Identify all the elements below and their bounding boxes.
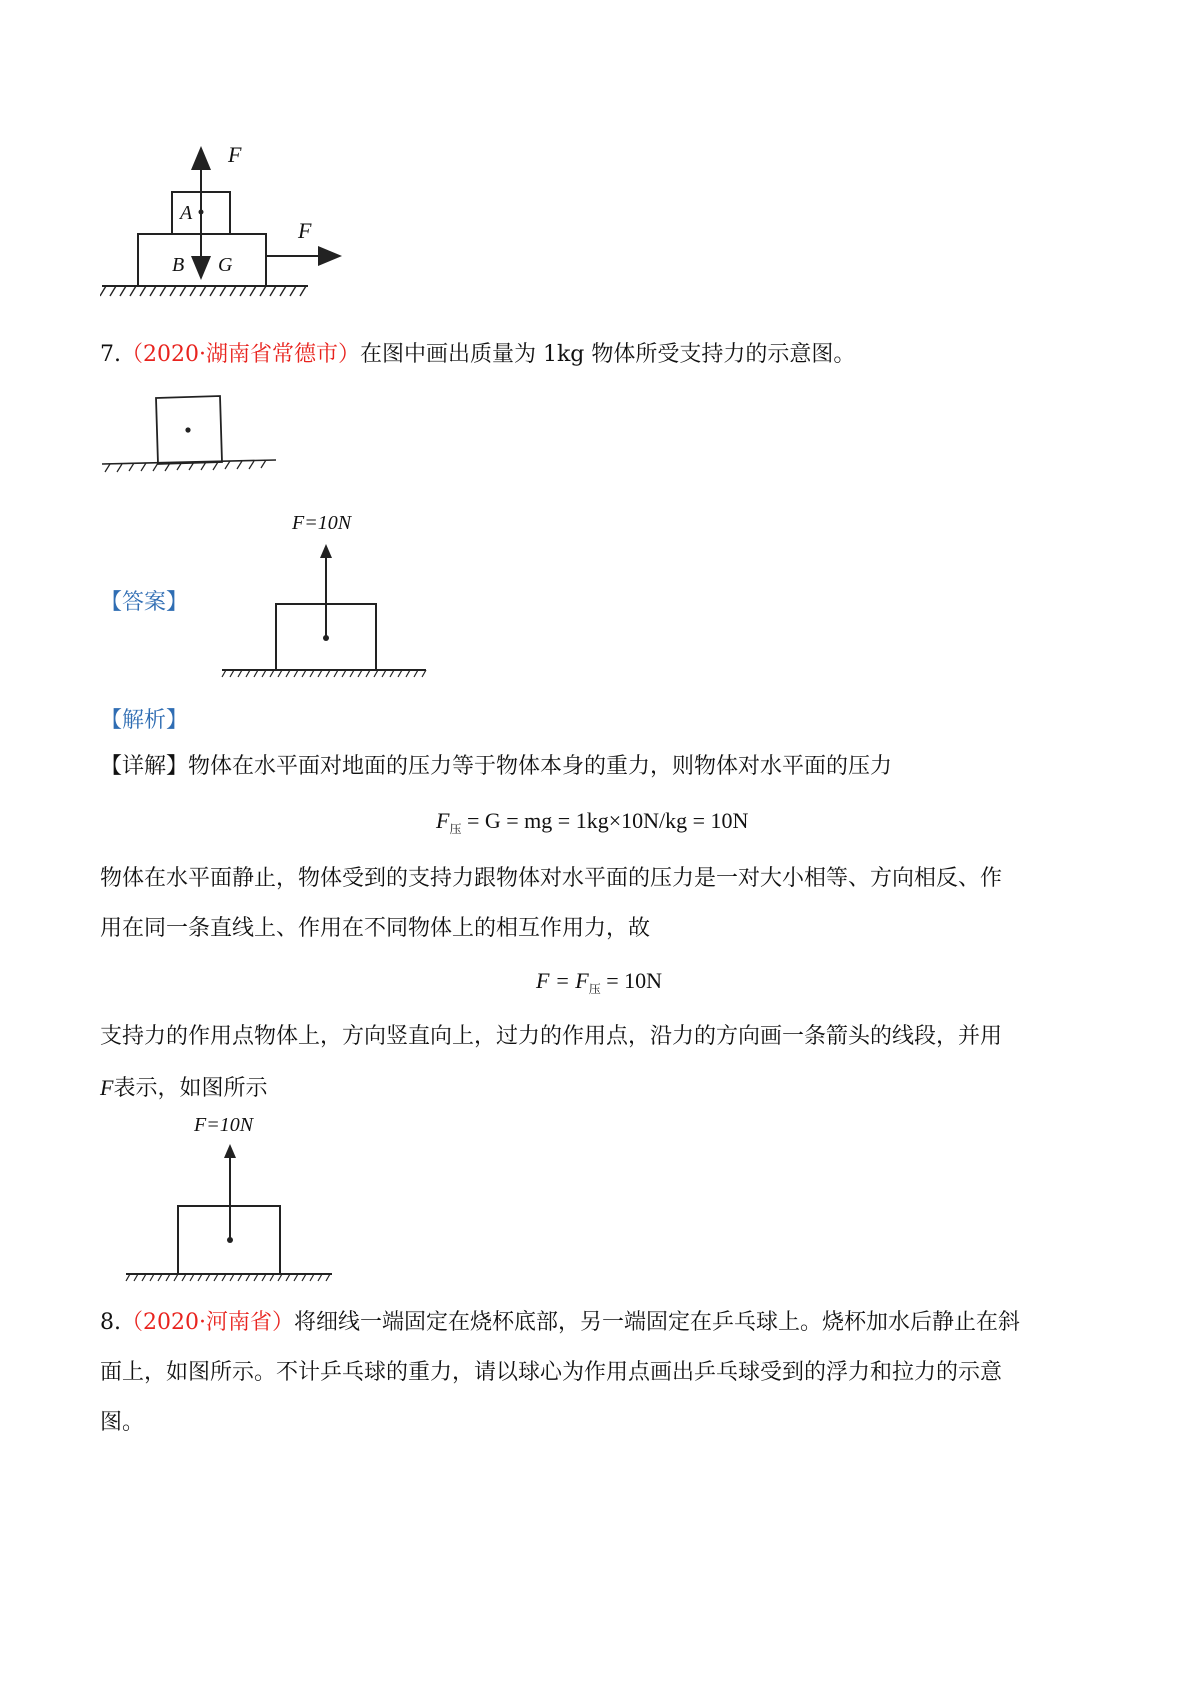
block-label-a: A — [180, 202, 193, 224]
question-source: （2020·湖南省常德市） — [121, 342, 360, 367]
question-8-line1 — [100, 1308, 1020, 1338]
equation-2 — [536, 968, 662, 997]
detail-label: 【详解】 — [100, 754, 189, 779]
question-text: 在图中画出质量为 1kg 物体所受支持力的示意图。 — [359, 342, 856, 367]
para3-text: 表示，如图所示 — [113, 1076, 268, 1101]
question-8-line2: 面上，如图所示。不计乒乓球的重力，请以球心为作用点画出乒乓球受到的浮力和拉力的示意 — [100, 1360, 1003, 1385]
force-label-f-up: F — [228, 142, 242, 167]
para2-line1: 物体在水平面静止，物体受到的支持力跟物体对水平面的压力是一对大小相等、方向相反、作 — [100, 866, 1003, 891]
question-source: （2020·河南省） — [121, 1310, 294, 1335]
figure-analysis — [120, 1110, 340, 1285]
analysis-label: 【解析】 — [100, 708, 189, 733]
question-number: 7. — [100, 342, 121, 367]
question-7 — [100, 340, 855, 370]
eq1-rest: = G = mg = 1kg×10N/kg = 10N — [461, 808, 749, 833]
analysis-force-label: F=10N — [194, 1114, 254, 1136]
figure-stacked-blocks — [100, 140, 360, 305]
block-label-b: B — [172, 254, 185, 276]
question-8-line3: 图。 — [100, 1410, 145, 1435]
force-label-g: G — [218, 254, 233, 276]
detail-line — [100, 752, 892, 782]
equation-1 — [436, 808, 748, 837]
para3-line2 — [100, 1073, 267, 1104]
figure-q7-block — [100, 392, 300, 477]
question-text-line1: 将细线一端固定在烧杯底部，另一端固定在乒乓球上。烧杯加水后静止在斜 — [293, 1310, 1020, 1335]
eq2-rest: = 10N — [600, 968, 663, 993]
eq2-lhs: F = F — [536, 968, 589, 993]
detail-text: 物体在水平面对地面的压力等于物体本身的重力，则物体对水平面的压力 — [188, 754, 893, 779]
figure-answer — [218, 510, 438, 680]
question-number: 8. — [100, 1310, 121, 1335]
eq1-sub: 压 — [449, 822, 462, 836]
para2-line2: 用在同一条直线上、作用在不同物体上的相互作用力，故 — [100, 916, 651, 941]
force-label-f-right: F — [298, 218, 312, 243]
answer-label: 【答案】 — [100, 590, 189, 615]
eq1-lhs: F — [436, 808, 450, 833]
answer-force-label: F=10N — [292, 512, 352, 534]
para3-symbol-f: F — [100, 1075, 114, 1100]
para3-line1: 支持力的作用点物体上，方向竖直向上，过力的作用点，沿力的方向画一条箭头的线段，并用 — [100, 1024, 1003, 1049]
eq2-sub: 压 — [588, 982, 601, 996]
